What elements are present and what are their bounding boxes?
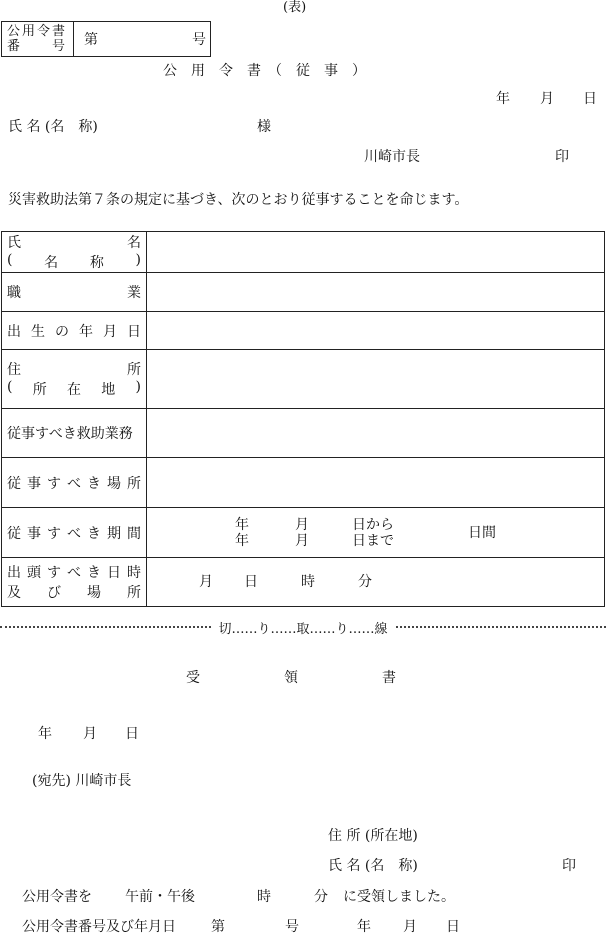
- table-row: [2, 350, 605, 409]
- order-number-box: [1, 21, 211, 57]
- label-char: 号: [51, 39, 65, 54]
- received-suffix: に受領しました。: [343, 889, 455, 905]
- label-char: 頭: [27, 565, 41, 581]
- statement: 災害救助法第７条の規定に基づき、次のとおり従事することを命じます。: [8, 192, 469, 208]
- label-char: 生: [31, 323, 45, 340]
- label-char: (: [7, 379, 13, 395]
- label-char: 地: [101, 382, 116, 398]
- label-char: 名: [44, 255, 59, 271]
- ref-suffix: 号: [285, 919, 299, 935]
- received-prefix: 公用令書を: [22, 889, 92, 905]
- label-char: 令: [36, 24, 50, 39]
- ref-prefix: 第: [211, 919, 225, 935]
- label-char: 時: [127, 565, 141, 581]
- row-value-birthdate[interactable]: [147, 312, 605, 350]
- issue-date-year: 年: [496, 91, 510, 107]
- row-value-place[interactable]: [147, 458, 605, 508]
- label-char: 及: [7, 585, 21, 601]
- recipient-label: 氏 名 (名 称): [8, 119, 98, 135]
- label-char: 期: [107, 525, 121, 542]
- table-row: [2, 458, 605, 508]
- label-char: 名: [127, 235, 141, 251]
- label-char: き: [87, 565, 101, 581]
- ref-label: 公用令書番号及び年月日: [22, 919, 176, 935]
- issue-date-month: 月: [540, 91, 554, 107]
- label-char: 事: [27, 475, 41, 492]
- period-to-day: 日まで: [352, 532, 394, 549]
- label-char: 住: [7, 362, 21, 378]
- label-char: 公: [7, 24, 21, 39]
- row-value-address[interactable]: [147, 350, 605, 409]
- period-to-month: 月: [295, 532, 309, 549]
- appear-minute: 分: [358, 574, 372, 590]
- label-char: 所: [32, 382, 47, 398]
- label-char: 月: [103, 323, 117, 340]
- cut-line: [0, 620, 606, 637]
- label-char: 書: [51, 24, 65, 39]
- appear-month: 月: [199, 574, 213, 590]
- ref-date-month: 月: [403, 919, 417, 935]
- period-to-year: 年: [235, 532, 249, 549]
- receipt-title: 受 領 書: [186, 670, 396, 686]
- issuer-name: 川崎市長: [364, 149, 420, 165]
- row-value-period[interactable]: [147, 508, 605, 558]
- receipt-date-year: 年: [38, 726, 52, 742]
- receipt-addressee: (宛先) 川崎市長: [32, 773, 132, 789]
- label-char: 所: [127, 585, 141, 601]
- row-label-appear: [2, 558, 147, 607]
- appear-day: 日: [244, 574, 258, 590]
- label-char: 用: [21, 24, 35, 39]
- label-char: 氏: [7, 235, 21, 251]
- row-label-birthdate: [2, 312, 147, 350]
- label-char: 称: [89, 255, 104, 271]
- side-label: (表): [283, 0, 307, 15]
- row-label-name: [2, 232, 147, 273]
- label-char: 事: [27, 525, 41, 542]
- table-row: [2, 273, 605, 312]
- row-value-occupation[interactable]: [147, 273, 605, 312]
- receipt-address-label: 住 所 (所在地): [328, 828, 418, 844]
- label-char: 場: [107, 475, 121, 492]
- label-char: 所: [127, 362, 141, 378]
- row-label-address: [2, 350, 147, 409]
- label-char: の: [55, 323, 69, 340]
- label-char: 番: [7, 39, 21, 54]
- receipt-date-day: 日: [125, 726, 139, 742]
- period-from-year: 年: [235, 516, 249, 533]
- row-value-appear[interactable]: [147, 558, 605, 607]
- label-char: 出: [7, 323, 21, 340]
- label-char: す: [47, 525, 61, 542]
- label-text: 従事すべき救助業務: [7, 426, 133, 442]
- row-label-period: [2, 508, 147, 558]
- order-number-prefix: 第: [84, 32, 98, 48]
- label-char: (: [7, 252, 13, 268]
- label-char: 従: [7, 525, 21, 542]
- order-details-table: [1, 231, 605, 607]
- label-char: 場: [87, 585, 101, 601]
- table-row: [2, 409, 605, 458]
- label-char: 業: [127, 285, 141, 301]
- label-char: き: [87, 475, 101, 492]
- document-title: 公 用 令 書 （ 従 事 ）: [163, 63, 366, 79]
- ref-date-year: 年: [357, 919, 371, 935]
- label-char: 在: [67, 382, 81, 398]
- label-char: 年: [79, 323, 93, 340]
- label-char: 出: [7, 565, 21, 581]
- label-char: ): [135, 379, 141, 395]
- cut-line-dots-right: [396, 626, 606, 628]
- label-char: 日: [107, 565, 121, 581]
- receipt-name-label: 氏 名 (名 称): [328, 858, 418, 874]
- cut-line-label: 切……り……取……り……線: [218, 621, 388, 637]
- honorific: 様: [257, 119, 271, 135]
- period-from-day: 日から: [352, 516, 394, 533]
- receipt-seal: 印: [562, 858, 576, 874]
- row-label-duty: [2, 409, 147, 458]
- label-char: ): [135, 252, 141, 268]
- label-char: 日: [127, 323, 141, 340]
- row-value-duty[interactable]: [147, 409, 605, 458]
- issue-date-day: 日: [583, 91, 597, 107]
- order-number-suffix: 号: [192, 32, 206, 48]
- label-char: 従: [7, 475, 21, 492]
- period-from-month: 月: [295, 516, 309, 533]
- label-char: す: [47, 475, 61, 492]
- label-char: び: [47, 585, 61, 601]
- label-char: べ: [67, 475, 81, 492]
- label-char: 職: [7, 285, 21, 301]
- label-char: き: [87, 525, 101, 542]
- label-char: 間: [127, 525, 141, 542]
- label-char: 所: [127, 475, 141, 492]
- order-number-label: [2, 22, 74, 56]
- receipt-date-month: 月: [83, 726, 97, 742]
- row-label-place: [2, 458, 147, 508]
- period-days: 日間: [468, 524, 496, 541]
- received-hour: 時: [257, 889, 271, 905]
- appear-hour: 時: [301, 574, 315, 590]
- issuer-seal: 印: [555, 149, 569, 165]
- received-ampm: 午前・午後: [125, 889, 195, 905]
- row-label-occupation: [2, 273, 147, 312]
- table-row: [2, 558, 605, 607]
- table-row: [2, 508, 605, 558]
- label-char: べ: [67, 565, 81, 581]
- ref-date-day: 日: [446, 919, 460, 935]
- table-row: [2, 312, 605, 350]
- received-minute: 分: [314, 889, 328, 905]
- table-row: [2, 232, 605, 273]
- label-char: べ: [67, 525, 81, 542]
- row-value-name[interactable]: [147, 232, 605, 273]
- label-char: す: [47, 565, 61, 581]
- cut-line-dots-left: [0, 626, 211, 628]
